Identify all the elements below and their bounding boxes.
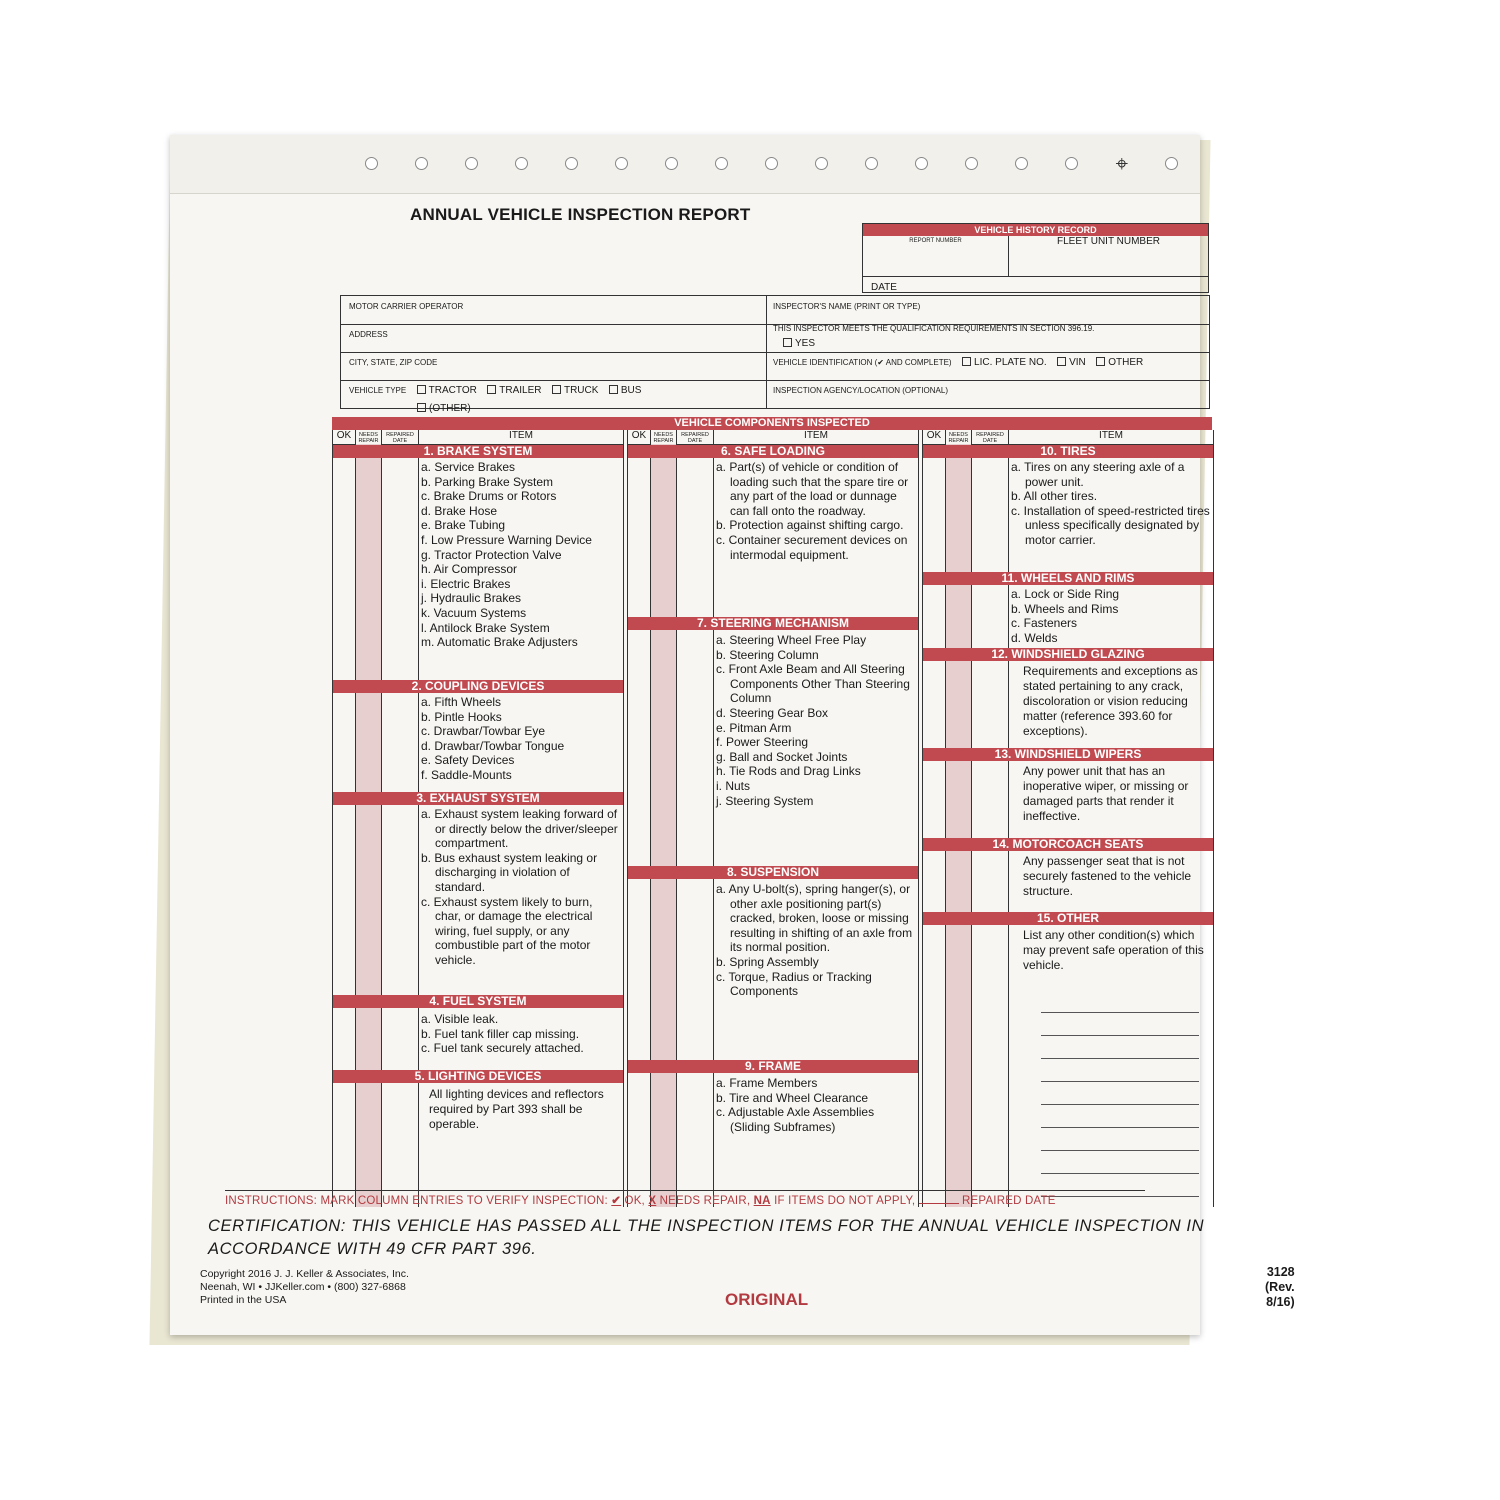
carrier-info-block	[340, 295, 1210, 414]
checkmark-icon: ✔	[611, 1195, 622, 1207]
ok-column[interactable]	[628, 444, 651, 1207]
punch-hole-icon	[865, 157, 878, 170]
carrier-field[interactable]: MOTOR CARRIER OPERATOR	[341, 296, 767, 325]
punch-hole-icon	[515, 157, 528, 170]
section-motorcoach-seats: 14. MOTORCOACH SEATS	[923, 838, 1213, 851]
ok-column[interactable]	[923, 444, 946, 1207]
form-number: 3128 (Rev. 8/16)	[1265, 1265, 1295, 1309]
qualification-field: THIS INSPECTOR MEETS THE QUALIFICATION REQUIREMENTS IN SECTION 396.19. YES	[767, 324, 1209, 353]
wheels-items: a. Lock or Side Ring b. Wheels and Rims c. Fasteners d. Welds	[1011, 587, 1120, 645]
section-frame: 9. FRAME	[628, 1060, 918, 1073]
exhaust-items: a. Exhaust system leaking forward of or directly below the driver/sleeper compartment. b. Bus exhaust system leaking or discharging in violation of standard. c. Exhaust system likely to burn, char, or damage the electrical wiring, fuel supply, or any combustible part of the motor vehicle.	[421, 807, 618, 967]
punch-hole-icon	[965, 157, 978, 170]
column-headers: OK NEEDS REPAIR REPAIRED DATE ITEM	[628, 430, 918, 445]
glazing-text: Requirements and exceptions as stated pertaining to any crack, discoloration or vision reducing matter (reference 393.60 for exceptions).	[1023, 664, 1198, 738]
column-headers: OK NEEDS REPAIR REPAIRED DATE ITEM	[923, 430, 1213, 445]
frame-items: a. Frame Members b. Tire and Wheel Clearance c. Adjustable Axle Assemblies (Sliding Subframes)	[716, 1076, 875, 1134]
copy-type-label: ORIGINAL	[725, 1290, 809, 1309]
other-text: List any other condition(s) which may prevent safe operation of this vehicle.	[1023, 928, 1204, 972]
checkbox[interactable]	[1057, 357, 1066, 366]
wipers-text: Any power unit that has an inoperative wiper, or missing or damaged parts that render it ineffective.	[1023, 764, 1189, 823]
punch-hole-icon	[1165, 157, 1178, 170]
vehicle-type-field: VEHICLE TYPE TRACTOR TRAILER TRUCK BUS (OTHER)	[341, 380, 767, 408]
certification-text: CERTIFICATION: THIS VEHICLE HAS PASSED ALL THE INSPECTION ITEMS FOR THE ANNUAL VEHICLE INSPECTION IN ACCORDANCE WITH 49 CFR PART 396.	[208, 1217, 1205, 1258]
tires-items: a. Tires on any steering axle of a power unit. b. All other tires. c. Installation of speed-restricted tires unless specifically designated by motor carrier.	[1011, 460, 1210, 547]
section-brake-system: 1. BRAKE SYSTEM	[333, 445, 623, 458]
other-writing-lines[interactable]	[1041, 990, 1199, 1197]
punch-hole-icon	[815, 157, 828, 170]
address-field[interactable]: ADDRESS	[341, 324, 767, 353]
vehicle-history-box	[862, 223, 1209, 293]
checkbox[interactable]	[962, 357, 971, 366]
components-column-1	[332, 430, 624, 1207]
section-exhaust-system: 3. EXHAUST SYSTEM	[333, 792, 623, 805]
agency-field[interactable]: INSPECTION AGENCY/LOCATION (OPTIONAL)	[773, 386, 948, 395]
needs-repair-column[interactable]	[946, 444, 972, 1207]
needs-repair-column[interactable]	[356, 444, 382, 1207]
section-steering-mechanism: 7. STEERING MECHANISM	[628, 617, 918, 630]
ok-column[interactable]	[333, 444, 356, 1207]
coupling-items: a. Fifth Wheels b. Pintle Hooks c. Drawbar/Towbar Eye d. Drawbar/Towbar Tongue e. Safety Devices f. Saddle-Mounts	[421, 695, 565, 782]
section-other: 15. OTHER	[923, 912, 1213, 925]
copyright-block: Copyright 2016 J. J. Keller & Associates, Inc. Neenah, WI • JJKeller.com • (800) 327-6868 Printed in the USA	[200, 1268, 409, 1306]
punch-hole-icon	[465, 157, 478, 170]
fleet-unit-field[interactable]: FLEET UNIT NUMBER	[1057, 236, 1160, 247]
checkbox[interactable]	[783, 338, 792, 347]
vehicle-id-field: VEHICLE IDENTIFICATION (✔ AND COMPLETE) LIC. PLATE NO. VIN OTHER	[767, 352, 1209, 381]
instructions-line: INSTRUCTIONS: MARK COLUMN ENTRIES TO VERIFY INSPECTION: ✔ OK, X NEEDS REPAIR, NA IF ITEMS DO NOT APPLY, REPAIRED DATE	[225, 1190, 1145, 1209]
components-column-2	[627, 430, 919, 1207]
history-date-field[interactable]: DATE	[863, 276, 1208, 293]
lighting-text: All lighting devices and reflectors required by Part 393 shall be operable.	[429, 1087, 604, 1131]
needs-repair-column[interactable]	[651, 444, 677, 1207]
components-column-3	[922, 430, 1214, 1207]
brake-items: a. Service Brakes b. Parking Brake System c. Brake Drums or Rotors d. Brake Hose e. Brake Tubing f. Low Pressure Warning Device g. Tractor Protection Valve h. Air Compressor i. Electric Brakes j. Hydraulic Brakes k. Vacuum Systems l. Antilock Brake System m. Automatic Brake Adjusters	[421, 460, 592, 650]
punch-hole-icon	[765, 157, 778, 170]
checkbox[interactable]	[609, 385, 618, 394]
section-wheels-rims: 11. WHEELS AND RIMS	[923, 572, 1213, 585]
seats-text: Any passenger seat that is not securely fastened to the vehicle structure.	[1023, 854, 1192, 898]
section-tires: 10. TIRES	[923, 445, 1213, 458]
section-windshield-wipers: 13. WINDSHIELD WIPERS	[923, 748, 1213, 761]
section-suspension: 8. SUSPENSION	[628, 866, 918, 879]
safe-loading-items: a. Part(s) of vehicle or condition of loading such that the spare tire or any part of the load or dunnage can fall onto the roadway. b. Protection against shifting cargo. c. Container securement devices on intermodal equipment.	[716, 460, 909, 562]
section-safe-loading: 6. SAFE LOADING	[628, 445, 918, 458]
report-number-field[interactable]: REPORT NUMBER	[863, 236, 1009, 276]
history-header: VEHICLE HISTORY RECORD	[863, 224, 1208, 236]
section-windshield-glazing: 12. WINDSHIELD GLAZING	[923, 648, 1213, 661]
section-coupling-devices: 2. COUPLING DEVICES	[333, 680, 623, 693]
column-headers: OK NEEDS REPAIR REPAIRED DATE ITEM	[333, 430, 623, 445]
steering-items: a. Steering Wheel Free Play b. Steering Column c. Front Axle Beam and All Steering Components Other Than Steering Column d. Steering Gear Box e. Pitman Arm f. Power Steering g. Ball and Socket Joints h. Tie Rods and Drag Links i. Nuts j. Steering System	[716, 633, 910, 808]
punch-hole-icon	[415, 157, 428, 170]
section-fuel-system: 4. FUEL SYSTEM	[333, 995, 623, 1008]
components-header: VEHICLE COMPONENTS INSPECTED	[332, 417, 1212, 430]
punch-hole-icon	[665, 157, 678, 170]
repaired-date-column[interactable]	[972, 444, 1009, 1207]
fuel-items: a. Visible leak. b. Fuel tank filler cap missing. c. Fuel tank securely attached.	[421, 1012, 584, 1056]
punch-hole-icon	[715, 157, 728, 170]
section-lighting-devices: 5. LIGHTING DEVICES	[333, 1070, 623, 1083]
inspector-name-field[interactable]: INSPECTOR'S NAME (PRINT OR TYPE)	[767, 296, 1209, 325]
checkbox[interactable]	[417, 403, 426, 412]
punch-strip	[170, 135, 1200, 194]
checkbox[interactable]	[417, 385, 426, 394]
punch-hole-icon	[1015, 157, 1028, 170]
punch-hole-icon	[615, 157, 628, 170]
repaired-date-column[interactable]	[677, 444, 714, 1207]
city-field[interactable]: CITY, STATE, ZIP CODE	[341, 352, 767, 381]
page-title: ANNUAL VEHICLE INSPECTION REPORT	[410, 205, 751, 224]
form-sheet	[170, 135, 1295, 1335]
suspension-items: a. Any U-bolt(s), spring hanger(s), or other axle positioning part(s) cracked, broken, loose or missing resulting in shifting of an axle from its normal position. b. Spring Assembly c. Torque, Radius or Tracking Components	[716, 882, 913, 999]
punch-hole-icon	[915, 157, 928, 170]
repaired-date-column[interactable]	[382, 444, 419, 1207]
punch-hole-icon	[1065, 157, 1078, 170]
punch-hole-icon	[565, 157, 578, 170]
checkbox[interactable]	[1096, 357, 1105, 366]
checkbox[interactable]	[552, 385, 561, 394]
crosshair-icon: ⌖	[1115, 151, 1128, 176]
punch-hole-icon	[365, 157, 378, 170]
components-table	[332, 417, 1212, 1207]
checkbox[interactable]	[487, 385, 496, 394]
